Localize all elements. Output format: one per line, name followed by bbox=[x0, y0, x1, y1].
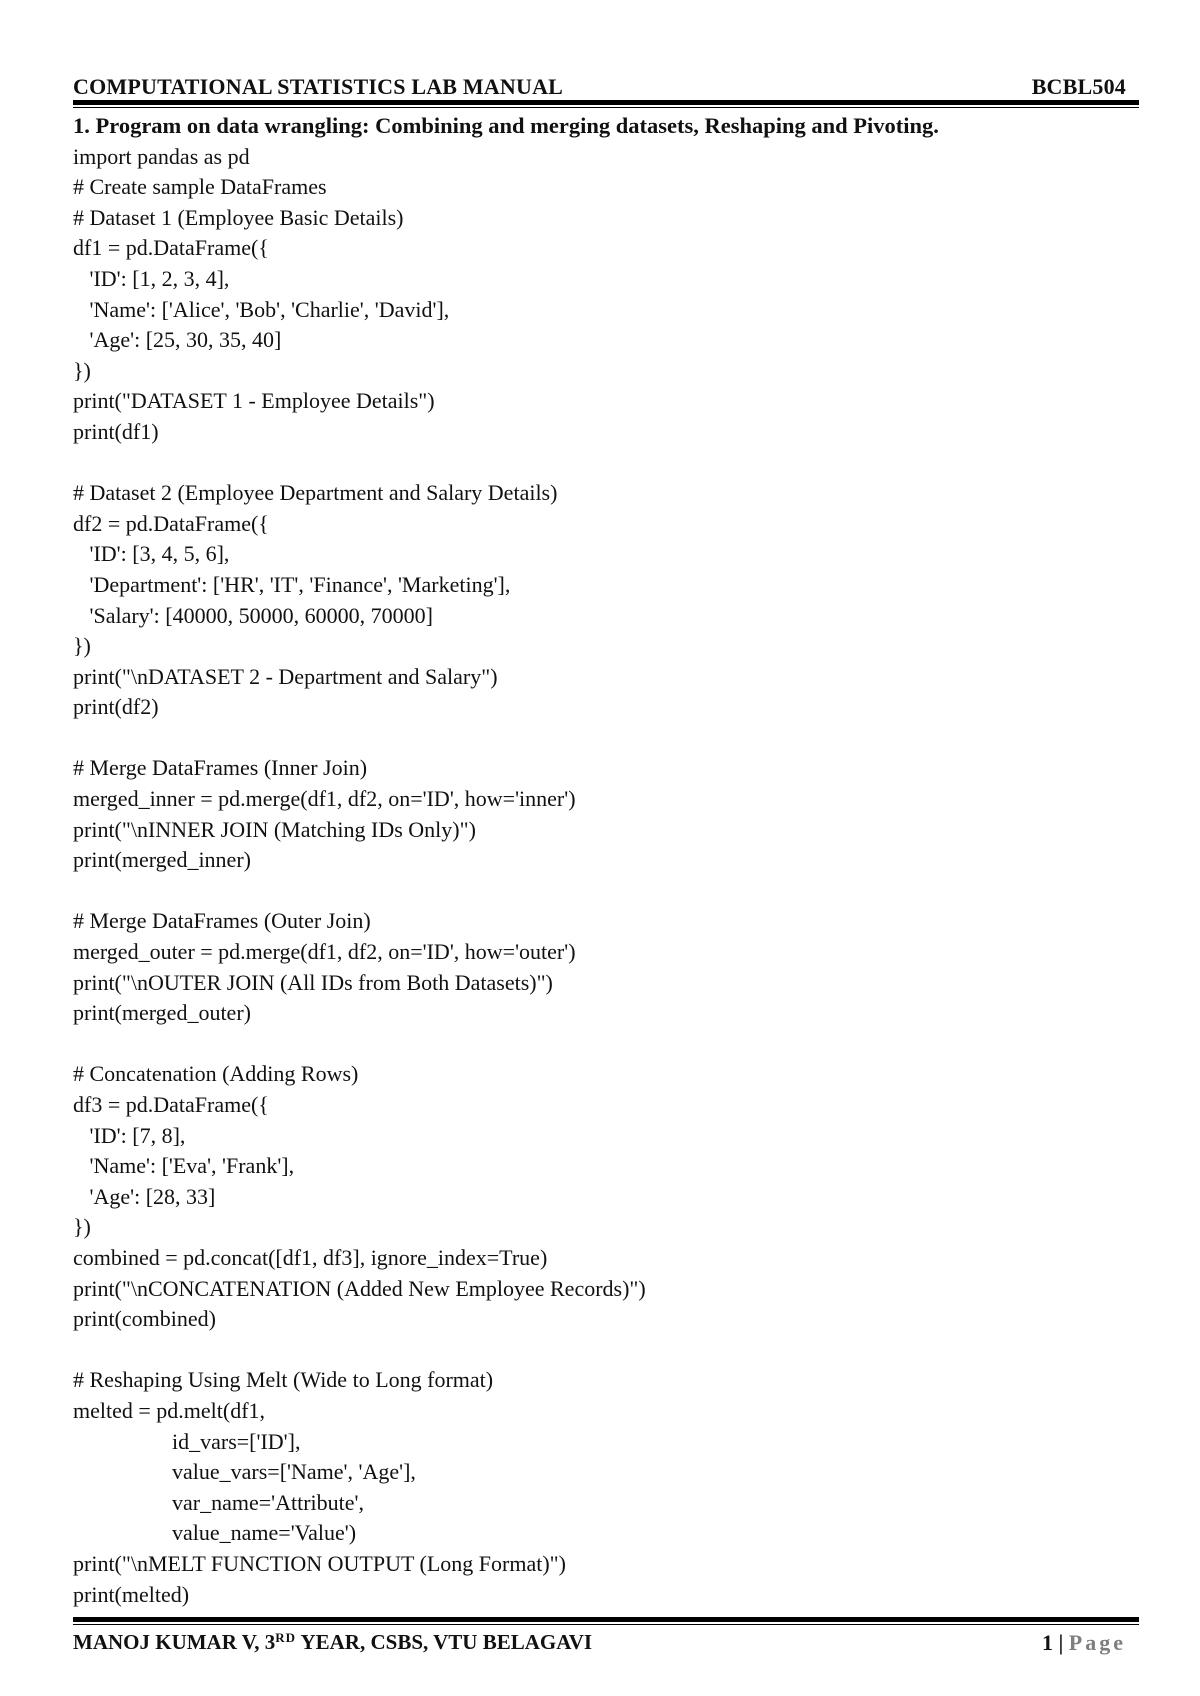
code-line bbox=[73, 448, 1133, 479]
code-line: import pandas as pd bbox=[73, 143, 250, 169]
code-line bbox=[73, 876, 1133, 907]
code-line: print(df1) bbox=[73, 418, 159, 444]
code-line: # Dataset 2 (Employee Department and Salary Details) bbox=[73, 480, 558, 506]
code-line: 'Department': ['HR', 'IT', 'Finance', 'Marketing'], bbox=[73, 571, 511, 597]
code-line: print("\nINNER JOIN (Matching IDs Only)") bbox=[73, 816, 476, 842]
header-rule-thin bbox=[73, 107, 1139, 108]
code-line: 'Salary': [40000, 50000, 60000, 70000] bbox=[73, 602, 433, 628]
code-line: 'ID': [7, 8], bbox=[73, 1122, 186, 1148]
code-line bbox=[73, 723, 1133, 754]
code-line: 'ID': [3, 4, 5, 6], bbox=[73, 541, 230, 567]
page-separator: | bbox=[1052, 1630, 1069, 1655]
code-line: # Dataset 1 (Employee Basic Details) bbox=[73, 204, 404, 230]
code-line: }) bbox=[73, 357, 91, 383]
footer-rule-thin bbox=[73, 1624, 1139, 1625]
code-line: df3 = pd.DataFrame({ bbox=[73, 1092, 269, 1117]
code-line: combined = pd.concat([df1, df3], ignore_index=True) bbox=[73, 1244, 548, 1270]
code-line: # Merge DataFrames (Outer Join) bbox=[73, 908, 371, 934]
header-rule bbox=[73, 100, 1139, 105]
code-line: merged_outer = pd.merge(df1, df2, on='ID', how='outer') bbox=[73, 939, 576, 965]
code-line: print("\nCONCATENATION (Added New Employee Records)") bbox=[73, 1275, 646, 1301]
code-line: }) bbox=[73, 1214, 91, 1240]
code-line: # Reshaping Using Melt (Wide to Long format) bbox=[73, 1367, 494, 1393]
code-line bbox=[73, 1335, 1133, 1366]
footer-author-name: MANOJ KUMAR V, 3 bbox=[73, 1630, 276, 1654]
code-line: value_name='Value') bbox=[73, 1520, 357, 1546]
code-line: print("\nOUTER JOIN (All IDs from Both Datasets)") bbox=[73, 969, 553, 995]
footer-author-rest: YEAR, CSBS, VTU BELAGAVI bbox=[296, 1630, 593, 1654]
code-line: print(melted) bbox=[73, 1581, 190, 1607]
code-line: }) bbox=[73, 633, 91, 659]
code-line: df1 = pd.DataFrame({ bbox=[73, 235, 269, 261]
code-line: # Concatenation (Adding Rows) bbox=[73, 1061, 359, 1087]
code-line bbox=[73, 1029, 1133, 1060]
code-line: print(merged_outer) bbox=[73, 1000, 251, 1026]
code-line: print("\nDATASET 2 - Department and Salary") bbox=[73, 663, 498, 689]
footer-rule bbox=[73, 1617, 1139, 1622]
code-line: value_vars=['Name', 'Age'], bbox=[73, 1459, 416, 1485]
code-line: id_vars=['ID'], bbox=[73, 1428, 301, 1454]
code-line: 'Name': ['Eva', 'Frank'], bbox=[73, 1153, 295, 1179]
code-line: var_name='Attribute', bbox=[73, 1489, 364, 1515]
page-word: Page bbox=[1068, 1630, 1126, 1655]
footer-author bbox=[73, 1630, 592, 1655]
footer-ordinal: RD bbox=[275, 1630, 296, 1645]
page-footer bbox=[73, 1628, 1126, 1662]
code-line: merged_inner = pd.merge(df1, df2, on='ID', how='inner') bbox=[73, 786, 576, 812]
code-listing bbox=[73, 111, 1133, 1610]
program-title: 1. Program on data wrangling: Combining and merging datasets, Reshaping and Pivoting. bbox=[73, 113, 939, 138]
code-line: print(combined) bbox=[73, 1306, 216, 1332]
header-title: COMPUTATIONAL STATISTICS LAB MANUAL bbox=[73, 74, 564, 99]
code-line: 'Name': ['Alice', 'Bob', 'Charlie', 'David'], bbox=[73, 296, 450, 322]
header-course-code: BCBL504 bbox=[1031, 74, 1126, 99]
code-line: # Merge DataFrames (Inner Join) bbox=[73, 755, 368, 781]
code-line: print("DATASET 1 - Employee Details") bbox=[73, 388, 435, 414]
code-line: print("\nMELT FUNCTION OUTPUT (Long Format)") bbox=[73, 1550, 566, 1576]
page-header bbox=[73, 70, 1126, 102]
code-lines bbox=[73, 142, 1133, 1611]
code-line: print(df2) bbox=[73, 694, 159, 720]
page-number: 1 bbox=[1041, 1630, 1053, 1655]
code-line: print(merged_inner) bbox=[73, 847, 251, 873]
code-line: # Create sample DataFrames bbox=[73, 174, 327, 200]
code-line: 'Age': [28, 33] bbox=[73, 1183, 216, 1209]
code-line: melted = pd.melt(df1, bbox=[73, 1397, 266, 1423]
code-line: df2 = pd.DataFrame({ bbox=[73, 510, 269, 536]
code-line: 'ID': [1, 2, 3, 4], bbox=[73, 265, 230, 291]
code-line: 'Age': [25, 30, 35, 40] bbox=[73, 327, 282, 353]
page-number-label bbox=[1042, 1630, 1126, 1656]
